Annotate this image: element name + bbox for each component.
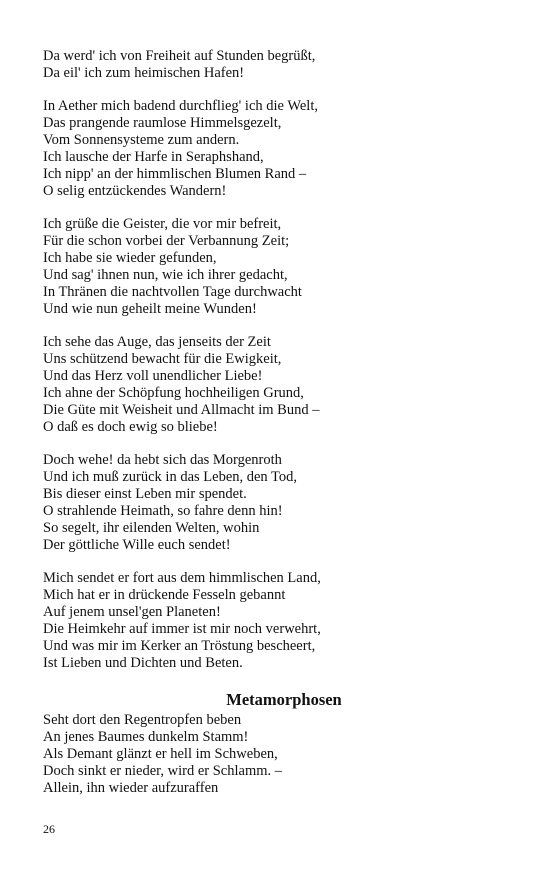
- verse-line: In Aether mich badend durchflieg' ich die Welt,: [43, 98, 318, 114]
- verse-line: Ist Lieben und Dichten und Beten.: [43, 655, 243, 671]
- verse-line: So segelt, ihr eilenden Welten, wohin: [43, 520, 260, 536]
- stanza: [43, 48, 513, 82]
- verse-line: Ich sehe das Auge, das jenseits der Zeit: [43, 334, 271, 350]
- verse-line: Die Güte mit Weisheit und Allmacht im Bund –: [43, 402, 320, 418]
- first-poem: [43, 48, 513, 672]
- verse-line: Doch sinkt er nieder, wird er Schlamm. –: [43, 763, 283, 779]
- verse-line: Ich habe sie wieder gefunden,: [43, 250, 217, 266]
- verse-line: Allein, ihn wieder aufzuraffen: [43, 780, 219, 796]
- verse-line: Mich sendet er fort aus dem himmlischen Land,: [43, 570, 321, 586]
- second-poem: [43, 712, 513, 797]
- verse-line: Uns schützend bewacht für die Ewigkeit,: [43, 351, 282, 367]
- verse-line: Auf jenem unsel'gen Planeten!: [43, 604, 221, 620]
- verse-line: Das prangende raumlose Himmelsgezelt,: [43, 115, 282, 131]
- verse-line: In Thränen die nachtvollen Tage durchwacht: [43, 284, 302, 300]
- verse-line: Bis dieser einst Leben mir spendet.: [43, 486, 247, 502]
- verse-line: Als Demant glänzt er hell im Schweben,: [43, 746, 278, 762]
- verse-line: Und ich muß zurück in das Leben, den Tod,: [43, 469, 298, 485]
- verse-line: Ich grüße die Geister, die vor mir befreit,: [43, 216, 282, 232]
- verse-line: Und das Herz voll unendlicher Liebe!: [43, 368, 263, 384]
- verse-line: Und sag' ihnen nun, wie ich ihrer gedacht,: [43, 267, 288, 283]
- page-number: 26: [43, 822, 55, 836]
- stanza: [43, 452, 513, 554]
- verse-line: Ich lausche der Harfe in Seraphshand,: [43, 149, 264, 165]
- verse-line: Seht dort den Regentropfen beben: [43, 712, 242, 728]
- stanza: [43, 98, 513, 200]
- verse-line: An jenes Baumes dunkelm Stamm!: [43, 729, 249, 745]
- stanza: [43, 570, 513, 672]
- poem-text: [43, 48, 513, 797]
- stanza: [43, 334, 513, 436]
- verse-line: Da werd' ich von Freiheit auf Stunden begrüßt,: [43, 48, 316, 64]
- verse-line: Ich nipp' an der himmlischen Blumen Rand –: [43, 166, 307, 182]
- stanza: [43, 216, 513, 318]
- verse-line: Ich ahne der Schöpfung hochheiligen Grund,: [43, 385, 304, 401]
- verse-line: Vom Sonnensysteme zum andern.: [43, 132, 240, 148]
- verse-line: Und was mir im Kerker an Tröstung bescheert,: [43, 638, 316, 654]
- verse-line: Der göttliche Wille euch sendet!: [43, 537, 231, 553]
- verse-line: Da eil' ich zum heimischen Hafen!: [43, 65, 245, 81]
- verse-line: Und wie nun geheilt meine Wunden!: [43, 301, 257, 317]
- verse-line: Mich hat er in drückende Fesseln gebannt: [43, 587, 286, 603]
- verse-line: Doch wehe! da hebt sich das Morgenroth: [43, 452, 282, 468]
- poem-title: Metamorphosen: [226, 690, 342, 709]
- verse-line: O daß es doch ewig so bliebe!: [43, 419, 218, 435]
- verse-line: Die Heimkehr auf immer ist mir noch verwehrt,: [43, 621, 321, 637]
- verse-line: O selig entzückendes Wandern!: [43, 183, 227, 199]
- verse-line: Für die schon vorbei der Verbannung Zeit;: [43, 233, 290, 249]
- verse-line: O strahlende Heimath, so fahre denn hin!: [43, 503, 283, 519]
